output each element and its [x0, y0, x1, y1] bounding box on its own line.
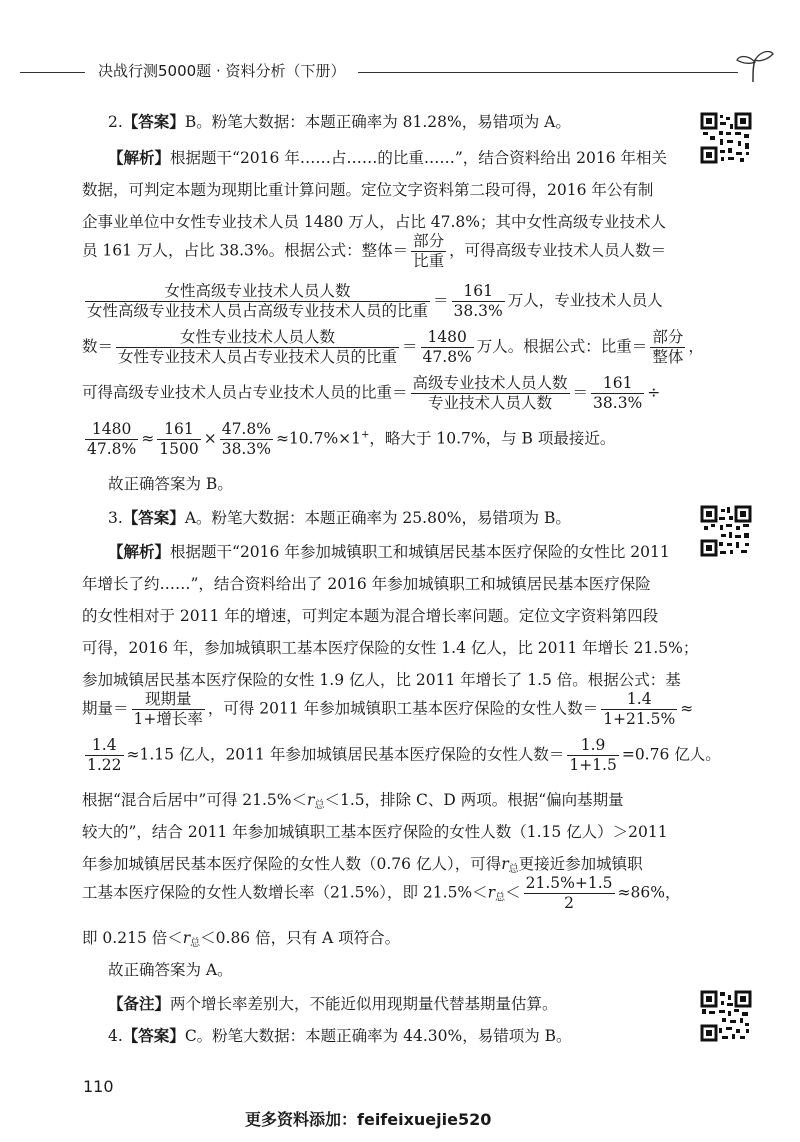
- fraction-denominator: 2: [564, 894, 574, 912]
- fraction: [411, 374, 570, 413]
- math-variable: r: [307, 791, 315, 809]
- sprout-icon: [735, 48, 775, 84]
- paragraph-text: 可得高级专业技术人员占专业技术人员的比重＝: [82, 383, 408, 402]
- note-text: 两个增长率差别大，不能近似用现期量代替基期量估算。: [170, 995, 558, 1013]
- fraction-denominator: 女性专业技术人员占专业技术人员的比重: [118, 348, 398, 366]
- subscript: 总: [508, 864, 519, 875]
- paragraph-text: 员 161 万人，占比 38.3%。根据公式：整体＝: [82, 241, 409, 260]
- subscript: 总: [314, 800, 325, 811]
- q3-analysis-line-9: 较大的”，结合 2011 年参加城镇职工基本医疗保险的女性人数（1.15 亿人）＞2011: [82, 823, 668, 841]
- answer-text: B。粉笔大数据：本题正确率为 81.28%，易错项为 A。: [184, 113, 571, 131]
- fraction-denominator: 38.3%: [593, 394, 643, 412]
- fraction-denominator: 1+21.5%: [603, 710, 676, 728]
- fraction-numerator: 部分: [413, 232, 445, 250]
- fraction-numerator: 47.8%: [221, 420, 271, 438]
- fraction-numerator: 女性高级专业技术人员人数: [85, 282, 430, 302]
- paragraph-text: 根据题干“2016 年参加城镇职工和城镇居民基本医疗保险的女性比 2011: [170, 543, 670, 561]
- paragraph-text: ＜0.86 倍，只有 A 项符合。: [200, 929, 401, 947]
- answer-tag: 【答案】: [122, 1027, 185, 1045]
- fraction-denominator: 整体: [652, 348, 684, 366]
- paragraph-text: 万人。根据公式：比重＝: [476, 337, 648, 356]
- math-variable: r: [182, 929, 191, 947]
- fraction-numerator: 1480: [85, 420, 138, 440]
- q2-analysis-line-5: $\frac{\text{女性高级专业技术人员人数}}{\text{女性高级专业技术人员占高级专业技术人员的比重}}$ ＝ $\frac{161}{38.3\%}$ 万人，专业技术人员人: [87, 282, 663, 320]
- fraction-denominator: 47.8%: [87, 440, 137, 458]
- subscript: 总: [495, 892, 506, 904]
- paragraph-text: ＜1.5，排除 C、D 两项。根据“偏向基期量: [324, 791, 624, 809]
- fraction: [452, 282, 505, 321]
- page-number: 110: [83, 1077, 114, 1096]
- paragraph-text: 万人，专业技术人员人: [507, 291, 663, 310]
- paragraph-text: ，可得 2011 年参加城镇职工基本医疗保险的女性人数＝: [207, 699, 599, 718]
- q3-analysis-line-11: [82, 874, 680, 913]
- fraction: [116, 328, 399, 367]
- q3-analysis-line-8: [82, 790, 624, 816]
- q2-analysis-line-3: 企事业单位中女性专业技术人员 1480 万人，占比 47.8%；其中女性高级专业技术人: [82, 213, 666, 231]
- q2-conclusion: 故正确答案为 B。: [108, 475, 233, 493]
- q2-analysis-line-8: [82, 420, 615, 459]
- q3-conclusion: 故正确答案为 A。: [108, 961, 233, 979]
- fraction-numerator: 1.4: [601, 690, 677, 710]
- paragraph-text: 年参加城镇居民基本医疗保险的女性人数（0.76 亿人），可得: [82, 855, 502, 873]
- paragraph-text: 更接近参加城镇职: [518, 855, 643, 873]
- q2-analysis-line-4: [82, 232, 666, 271]
- fraction-denominator: 1500: [159, 440, 199, 458]
- paragraph-text: 期量＝: [82, 699, 129, 718]
- q2-analysis-line-1: [108, 148, 667, 168]
- math-variable: r: [487, 883, 496, 902]
- fraction: [85, 282, 430, 321]
- q3-analysis-line-4: 可得，2016 年，参加城镇职工基本医疗保险的女性 1.4 亿人，比 2011 年增长 21.5%；: [82, 639, 699, 657]
- fraction-denominator: 专业技术人员人数: [428, 394, 553, 412]
- q4-answer: [108, 1026, 572, 1046]
- paragraph-text: ，可得高级专业技术人员人数＝: [449, 241, 667, 260]
- fraction-denominator: 1+1.5: [569, 756, 617, 774]
- fraction: [220, 420, 273, 459]
- q3-analysis-line-2: 年增长了约……”，结合资料给出了 2016 年参加城镇职工和城镇居民基本医疗保险: [82, 575, 651, 593]
- fraction: [85, 420, 138, 459]
- fraction-numerator: 161: [591, 374, 644, 394]
- fraction: [601, 690, 677, 729]
- paragraph-text: ，略大于 10.7%，与 B 项最接近。: [369, 429, 616, 448]
- fraction-numerator: 女性专业技术人员人数: [116, 328, 399, 348]
- fraction-numerator: 1.9: [567, 736, 619, 756]
- fraction-numerator: 161: [452, 282, 505, 302]
- fraction: [567, 736, 619, 775]
- fraction: [591, 374, 644, 413]
- q2-answer: [108, 112, 571, 132]
- math-operator: ≈: [141, 429, 155, 448]
- qr-code-icon: [700, 112, 752, 164]
- qr-code-icon: [700, 990, 752, 1042]
- footer-note: 更多资料添加：feifeixuejie520: [245, 1110, 492, 1129]
- fraction-numerator: 1480: [421, 328, 474, 348]
- fraction: [524, 874, 615, 913]
- math-operator: ×: [203, 429, 217, 448]
- q3-answer: [108, 508, 571, 528]
- fraction: [421, 328, 474, 367]
- fraction-numerator: 高级专业技术人员人数: [412, 374, 568, 392]
- fraction: [132, 690, 205, 729]
- fraction-denominator: 比重: [413, 252, 445, 270]
- q3-analysis-line-6: 期量＝ $\frac{\text{现期量}}{\text{1+增长率}}$ ，可得 2011 年参加城镇职工基本医疗保险的女性人数＝ $\frac{1.4}{1+21.5\%}$ ≈: [82, 690, 694, 728]
- paragraph-text: 工基本医疗保险的女性人数增长率（21.5%），即 21.5%＜: [82, 883, 488, 902]
- header-rule-left: [20, 72, 85, 73]
- fraction-denominator: 38.3%: [221, 440, 271, 458]
- fraction-denominator: 1+增长率: [133, 710, 203, 728]
- math-variable: r: [501, 855, 509, 873]
- answer-text: A。粉笔大数据：本题正确率为 25.80%，易错项为 B。: [184, 509, 571, 527]
- q3-analysis-line-5: 参加城镇居民基本医疗保险的女性 1.9 亿人，比 2011 年增长了 1.5 倍。根据公式：基: [82, 671, 681, 689]
- fraction: [85, 736, 124, 775]
- answer-tag: 【答案】: [122, 509, 185, 527]
- analysis-tag: 【解析】: [108, 149, 171, 167]
- q3-analysis-line-3: 的女性相对于 2011 年的增速，可判定本题为混合增长率问题。定位文字资料第四段: [82, 607, 659, 625]
- fraction-denominator: 1.22: [87, 756, 122, 774]
- fraction-numerator: 1.4: [85, 736, 124, 756]
- q3-analysis-line-1: [108, 542, 670, 562]
- header-title: 决战行测5000题 · 资料分析（下册）: [98, 62, 346, 80]
- note-tag: 【备注】: [108, 995, 171, 1013]
- math-operator: ＜: [505, 883, 521, 902]
- fraction-numerator: 部分: [652, 328, 684, 346]
- fraction: [157, 420, 200, 459]
- paragraph-text: 即 0.215 倍＜: [82, 929, 183, 947]
- header-rule-right: [358, 72, 738, 73]
- running-header: [20, 58, 760, 88]
- fraction-denominator: 47.8%: [422, 348, 472, 366]
- paragraph-text: ≈10.7%×1: [275, 429, 362, 448]
- question-number: 3.: [108, 509, 123, 527]
- fraction: [650, 328, 685, 367]
- q3-note: [108, 994, 558, 1014]
- answer-tag: 【答案】: [122, 113, 185, 131]
- subscript: 总: [190, 938, 201, 949]
- superscript: +: [361, 429, 370, 441]
- question-number: 4.: [108, 1027, 123, 1045]
- fraction-numerator: 21.5%+1.5: [525, 874, 613, 892]
- q3-analysis-line-12: [82, 928, 400, 954]
- q2-analysis-line-2: 数据，可判定本题为现期比重计算问题。定位文字资料第二段可得，2016 年公有制: [82, 181, 654, 199]
- fraction-denominator: 38.3%: [453, 302, 503, 320]
- fraction-denominator: 女性高级专业技术人员占高级专业技术人员的比重: [87, 302, 429, 320]
- paragraph-text: ≈86%，: [617, 883, 681, 902]
- qr-code-icon: [700, 505, 752, 557]
- q2-analysis-line-6: 数＝ $\frac{\text{女性专业技术人员人数}}{\text{女性专业技术人员占专业技术人员的比重}}$ ＝ $\frac{1480}{47.8\%}$ 万人。根据公式：比重＝ $\frac{\text{部分}}{\text{整体}}$ ，: [82, 328, 704, 366]
- q3-analysis-line-7: [82, 736, 721, 775]
- paragraph-text: 根据题干“2016 年……占……的比重……”，结合资料给出 2016 年相关: [170, 149, 668, 167]
- fraction-numerator: 161: [157, 420, 200, 440]
- fraction-numerator: 现期量: [132, 690, 205, 710]
- analysis-tag: 【解析】: [108, 543, 171, 561]
- answer-text: C。粉笔大数据：本题正确率为 44.30%，易错项为 B。: [184, 1027, 572, 1045]
- q2-analysis-line-7: 可得高级专业技术人员占专业技术人员的比重＝ $\frac{\text{高级专业技术人员人数}}{\text{专业技术人员人数}}$ ＝ $\frac{161}{38.3\%}$ ÷: [82, 374, 661, 412]
- fraction: [411, 232, 446, 271]
- paragraph-text: 数＝: [82, 337, 114, 356]
- paragraph-text: =0.76 亿人。: [621, 745, 721, 764]
- paragraph-text: ≈1.15 亿人，2011 年参加城镇居民基本医疗保险的女性人数＝: [126, 745, 565, 764]
- paragraph-text: 根据“混合后居中”可得 21.5%＜: [82, 791, 308, 809]
- question-number: 2.: [108, 113, 123, 131]
